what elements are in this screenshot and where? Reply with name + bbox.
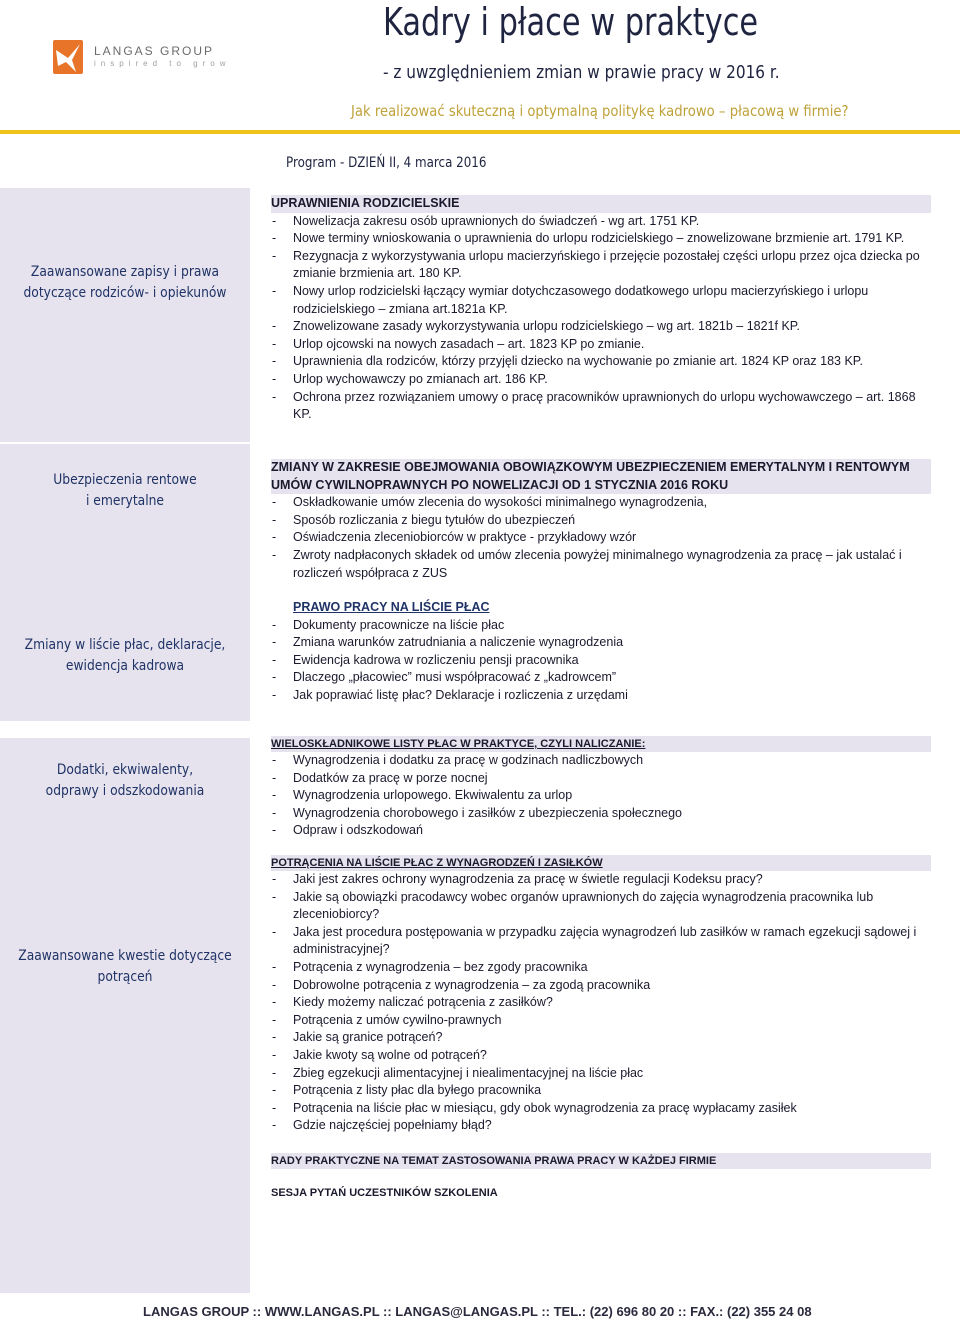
section-wieloskladnikowe [271, 736, 931, 840]
section-heading: ZMIANY W ZAKRESIE OBEJMOWANIA OBOWIĄZKOWYM UBEZPIECZENIEM EMERYTALNYM I RENTOWYM UMÓW CYWILNOPRAWNYCH PO NOWELIZACJI OD 1 STYCZNIA 2016 ROKU [271, 459, 931, 494]
list-item: - Zmiana warunków zatrudniania a naliczenie wynagrodzenia [271, 634, 931, 652]
sidebar-panel-2 [0, 444, 250, 590]
list-item: - Jak poprawiać listę płac? Deklaracje i rozliczenia z urzędami [271, 687, 931, 705]
list-item: - Uprawnienia dla rodziców, którzy przyjęli dziecko na wychowanie po zmianie art. 1824 KP oraz 183 KP. [271, 353, 931, 371]
list-item: - Odpraw i odszkodowań [271, 822, 931, 840]
section-heading: UPRAWNIENIA RODZICIELSKIE [271, 195, 931, 213]
section-potracenia [271, 855, 931, 1135]
list-item: - Znowelizowane zasady wykorzystywania urlopu rodzicielskiego – wg art. 1821b – 1821f KP. [271, 318, 931, 336]
list-item: - Potrącenia na liście płac w miesiącu, gdy obok wynagrodzenia za pracę wypłacamy zasiłek [271, 1100, 931, 1118]
list-item: - Urlop wychowawczy po zmianach art. 186 KP. [271, 371, 931, 389]
list-item: - Potrącenia z umów cywilno-prawnych [271, 1012, 931, 1030]
sidebar-label-dodatki: Dodatki, ekwiwalenty, odprawy i odszkodowania [45, 762, 205, 799]
list-item: - Dodatków za pracę w porze nocnej [271, 770, 931, 788]
list-item: - Wynagrodzenia urlopowego. Ekwiwalentu za urlop [271, 787, 931, 805]
brand-name: LANGAS GROUP [94, 44, 215, 58]
footer-contact: LANGAS GROUP :: WWW.LANGAS.PL :: LANGAS@LANGAS.PL :: TEL.: (22) 696 80 20 :: FAX.: (22) 355 24 08 [143, 1304, 812, 1319]
page-question: Jak realizować skuteczną i optymalną politykę kadrowo – płacową w firmie? [351, 102, 849, 120]
list-item: - Ewidencja kadrowa w rozliczeniu pensji pracownika [271, 652, 931, 670]
sidebar-label-lista-plac: Zmiany w liście płac, deklaracje, ewidencja kadrowa [24, 637, 226, 674]
list-item: - Oskładkowanie umów zlecenia do wysokości minimalnego wynagrodzenia, [271, 494, 931, 512]
list-item: - Jaki jest zakres ochrony wynagrodzenia za pracę w świetle regulacji Kodeksu pracy? [271, 871, 931, 889]
section-prawo-pracy [271, 599, 931, 705]
page-title: Kadry i płace w praktyce [383, 0, 759, 44]
list-item: - Nowy urlop rodzicielski łączący wymiar dotychczasowego dodatkowego urlopu macierzyńskiego i urlopu rodzicielskiego – zmiana art.1821a KP. [271, 283, 931, 318]
list-item: - Nowelizacja zakresu osób uprawnionych do świadczeń - wg art. 1751 KP. [271, 213, 931, 231]
bullet-list [271, 494, 931, 582]
list-item: - Jaka jest procedura postępowania w przypadku zajęcia wynagrodzeń lub zasiłków w ramach egzekucji sądowej i administracyjnej? [271, 924, 931, 959]
section-heading: SESJA PYTAŃ UCZESTNIKÓW SZKOLENIA [271, 1187, 498, 1199]
list-item: - Zwroty nadpłaconych składek od umów zlecenia powyżej minimalnego wynagrodzenia za pracę – jak ustalać i rozliczeń współpraca z ZUS [271, 547, 931, 582]
list-item: - Urlop ojcowski na nowych zasadach – art. 1823 KP po zmianie. [271, 336, 931, 354]
section-heading: RADY PRAKTYCZNE NA TEMAT ZASTOSOWANIA PRAWA PRACY W KAŻDEJ FIRMIE [271, 1153, 931, 1169]
list-item: - Jakie kwoty są wolne od potrąceń? [271, 1047, 931, 1065]
section-zmiany [271, 459, 931, 582]
list-item: - Dlaczego „płacowiec” musi współpracować z „kadrowcem” [271, 669, 931, 687]
section-heading: POTRĄCENIA NA LIŚCIE PŁAC Z WYNAGRODZEŃ I ZASIŁKÓW [271, 855, 931, 871]
list-item: - Dokumenty pracownicze na liście płac [271, 617, 931, 635]
list-item: - Wynagrodzenia i dodatku za pracę w godzinach nadliczbowych [271, 752, 931, 770]
list-item: - Nowe terminy wnioskowania o uprawnienia do urlopu rodzicielskiego – znowelizowane brzmienie art. 1791 KP. [271, 230, 931, 248]
list-item: - Rezygnacja z wykorzystywania urlopu macierzyńskiego i przejęcie pozostałej części urlopu przez ojca dziecka po zmianie brzmienia art. 180 KP. [271, 248, 931, 283]
list-item: - Gdzie najczęściej popełniamy błąd? [271, 1117, 931, 1135]
section-heading: PRAWO PRACY NA LIŚCIE PŁAC [293, 600, 490, 614]
brand-tagline: inspired to grow [94, 59, 231, 68]
bullet-list [271, 213, 931, 424]
sidebar-label-rodzice: Zaawansowane zapisy i prawa dotyczące rodziców- i opiekunów [23, 264, 227, 301]
list-item: - Potrącenia z listy płac dla byłego pracownika [271, 1082, 931, 1100]
sidebar-label-potracenia: Zaawansowane kwestie dotyczące potrąceń [18, 948, 232, 985]
list-item: - Jakie są obowiązki pracodawcy wobec organów uprawnionych do zajęcia wynagrodzenia pracownika lub zleceniobiorcy? [271, 889, 931, 924]
list-item: - Kiedy możemy naliczać potrącenia z zasiłków? [271, 994, 931, 1012]
bullet-list [271, 617, 931, 705]
sidebar-panel-1 [0, 188, 250, 442]
bullet-list [271, 752, 931, 840]
langas-logo [52, 38, 231, 78]
section-sesja [271, 1185, 931, 1201]
list-item: - Wynagrodzenia chorobowego i zasiłków z ubezpieczenia społecznego [271, 805, 931, 823]
section-heading: WIELOSKŁADNIKOWE LISTY PŁAC W PRAKTYCE, CZYLI NALICZANIE: [271, 736, 931, 752]
sidebar-panel-4 [0, 738, 250, 1293]
section-uprawnienia [271, 195, 931, 424]
list-item: - Zbieg egzekucji alimentacyjnej i niealimentacyjnej na liście płac [271, 1065, 931, 1083]
list-item: - Oświadczenia zleceniobiorców w praktyce - przykładowy wzór [271, 529, 931, 547]
program-label: Program - DZIEŃ II, 4 marca 2016 [286, 155, 487, 171]
list-item: - Dobrowolne potrącenia z wynagrodzenia – za zgodą pracownika [271, 977, 931, 995]
list-item: - Sposób rozliczania z biegu tytułów do ubezpieczeń [271, 512, 931, 530]
page-subtitle: - z uwzględnieniem zmian w prawie pracy w 2016 r. [383, 62, 780, 83]
sidebar-label-ubezpieczenia: Ubezpieczenia rentowe i emerytalne [53, 472, 197, 509]
gold-divider [0, 130, 960, 134]
bird-logo-icon [52, 38, 86, 76]
section-rady [271, 1153, 931, 1169]
list-item: - Jakie są granice potrąceń? [271, 1029, 931, 1047]
bullet-list [271, 871, 931, 1135]
list-item: - Ochrona przez rozwiązaniem umowy o pracę pracowników uprawnionych do urlopu wychowawczego – art. 1868 KP. [271, 389, 931, 424]
list-item: - Potrącenia z wynagrodzenia – bez zgody pracownika [271, 959, 931, 977]
